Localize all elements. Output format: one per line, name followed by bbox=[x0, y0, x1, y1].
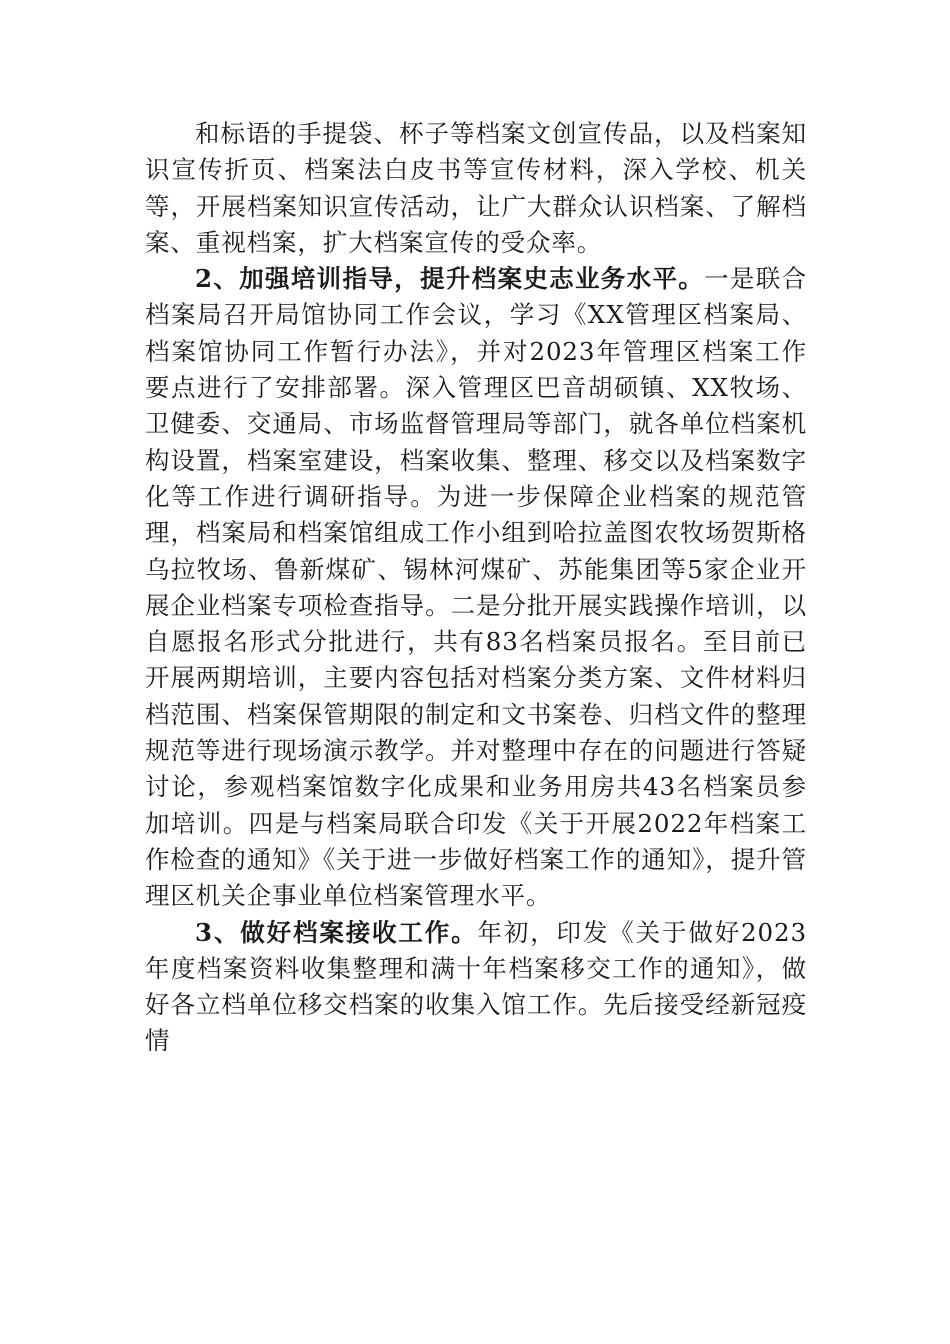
section-3-heading: 3、做好档案接收工作。 bbox=[195, 917, 478, 947]
section-2-heading: 2、加强培训指导，提升档案史志业务水平。 bbox=[195, 264, 705, 294]
paragraph-2 bbox=[145, 261, 807, 914]
paragraph-2-text: 一是联合档案局召开局馆协同工作会议，学习《XX管理区档案局、档案馆协同工作暂行办法》，并对2023年管理区档案工作要点进行了安排部署。深入管理区巴音胡硕镇、XX牧场、卫健委、交通局、市场监督管理局等部门，就各单位档案机构设置，档案室建设，档案收集、整理、移交以及档案数字化等工作进行调研指导。为进一步保障企业档案的规范管理，档案局和档案馆组成工作小组到哈拉盖图农牧场贺斯格乌拉牧场、鲁新煤矿、锡林河煤矿、苏能集团等5家企业开展企业档案专项检查指导。二是分批开展实践操作培训，以自愿报名形式分批进行，共有83名档案员报名。至目前已开展两期培训，主要内容包括对档案分类方案、文件材料归档范围、档案保管期限的制定和文书案卷、归档文件的整理规范等进行现场演示教学。并对整理中存在的问题进行答疑讨论，参观档案馆数字化成果和业务用房共43名档案员参加培训。四是与档案局联合印发《关于开展2022年档案工作检查的通知》《关于进一步做好档案工作的通知》，提升管理区机关企事业单位档案管理水平。 bbox=[145, 264, 807, 911]
paragraph-3 bbox=[145, 915, 807, 1060]
document-body bbox=[145, 116, 807, 1060]
paragraph-1 bbox=[145, 116, 807, 261]
paragraph-3-text: 年初，印发《关于做好2023年度档案资料收集整理和满十年档案移交工作的通知》，做好各立档单位移交档案的收集入馆工作。先后接受经新冠疫情 bbox=[145, 917, 808, 1056]
paragraph-1-text: 和标语的手提袋、杯子等档案文创宣传品，以及档案知识宣传折页、档案法白皮书等宣传材料，深入学校、机关等，开展档案知识宣传活动，让广大群众认识档案、了解档案、重视档案，扩大档案宣传的受众率。 bbox=[145, 119, 807, 257]
